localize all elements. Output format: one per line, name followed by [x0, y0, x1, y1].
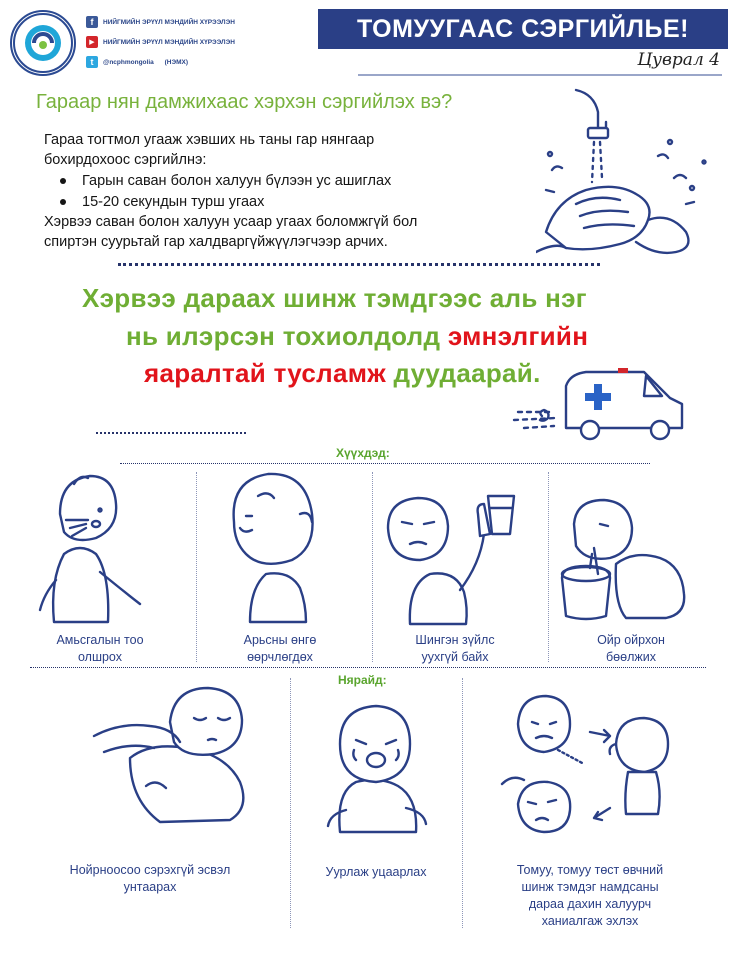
symptom-caption: Амьсгалын тоо олшрох — [56, 633, 144, 664]
hands-icon — [536, 187, 688, 253]
faucet-icon — [576, 90, 608, 138]
handwash-intro-line2: бохирдохоос сэргийлнэ: — [44, 152, 207, 168]
poster-title: ТОМУУГААС СЭРГИЙЛЬЕ! — [318, 9, 728, 49]
facebook-link[interactable] — [86, 14, 235, 30]
institute-logo — [10, 10, 76, 76]
facebook-label: НИЙГМИЙН ЭРҮҮЛ МЭНДИЙН ХҮРЭЭЛЭН — [103, 18, 235, 26]
ambulance-icon — [510, 362, 710, 452]
twitter-label: @ncphmongolia (НЭМХ) — [103, 58, 188, 66]
symptom-caption: Ойр ойрхон бөөлжих — [597, 633, 665, 664]
column-divider — [462, 678, 463, 928]
section-divider — [118, 263, 600, 266]
bullet-item: Гарын саван болон халуун бүлээн ус ашиглах — [60, 173, 391, 189]
bullet-item: 15-20 секундын турш угаах — [60, 194, 264, 210]
section-divider — [96, 432, 246, 434]
infant-crying-illustration — [306, 700, 446, 840]
youtube-icon: ▶ — [86, 36, 98, 48]
series-number: Цуврал 4 — [637, 50, 720, 70]
handwash-illustration — [536, 82, 722, 267]
handwash-question: Гараар нян дамжихаас хэрхэн сэргийлэх вэ? — [36, 91, 453, 113]
column-divider — [548, 472, 549, 662]
column-divider — [372, 472, 373, 662]
handwash-alt-line1: Хэрвээ саван болон халуун усаар угаах боломжгүй бол — [44, 214, 418, 230]
symptom-caption: Уурлаж уцаарлах — [325, 865, 427, 879]
handwash-intro-line1: Гараа тогтмол угааж хэвших нь таны гар нянгаар — [44, 132, 375, 148]
row-divider — [120, 463, 650, 464]
infant-sleeping-illustration — [90, 682, 290, 832]
children-label: Хүүхдэд: — [336, 446, 390, 460]
handwash-alt-line2: спиртэн суурьтай гар халдваргүйжүүлэгчээр арчих. — [44, 234, 388, 250]
infants-label: Нярайд: — [338, 673, 387, 687]
child-skin-color-illustration — [210, 462, 350, 627]
title-underline — [358, 74, 722, 76]
warning-line1: Хэрвээ дараах шинж тэмдгээс аль нэг — [82, 283, 587, 313]
logo-emblem-icon — [12, 12, 74, 74]
arrow-icon — [594, 808, 610, 820]
symptom-caption: Арьсны өнгө өөрчлөгдөх — [243, 633, 317, 664]
warning-line2: нь илэрсэн тохиолдолд эмнэлгийн — [126, 321, 589, 351]
child-vomiting-illustration — [556, 494, 716, 624]
symptom-caption: Шингэн зүйлс уухгүй байх — [415, 633, 495, 664]
symptom-caption: Томуу, томуу төст өвчний шинж тэмдэг намдсаны дараа дахин халуурч ханиалгаж эхлэх — [516, 863, 664, 928]
twitter-link[interactable] — [86, 54, 188, 70]
youtube-label: НИЙГМИЙН ЭРҮҮЛ МЭНДИЙН ХҮРЭЭЛЭН — [103, 38, 235, 46]
twitter-icon: t — [86, 56, 98, 68]
arrow-icon — [590, 730, 610, 742]
column-divider — [290, 678, 291, 928]
facebook-icon: f — [86, 16, 98, 28]
row-divider — [30, 667, 706, 668]
infant-relapse-illustration — [498, 684, 698, 854]
child-breathing-illustration — [30, 462, 170, 627]
symptom-caption: Нойрноосоо сэрэхгүй эсвэл унтаарах — [69, 863, 231, 894]
youtube-link[interactable] — [86, 34, 235, 50]
column-divider — [196, 472, 197, 662]
warning-line3: яаралтай тусламж дуудаарай. — [144, 358, 541, 388]
child-refusing-drink-illustration — [380, 474, 530, 629]
